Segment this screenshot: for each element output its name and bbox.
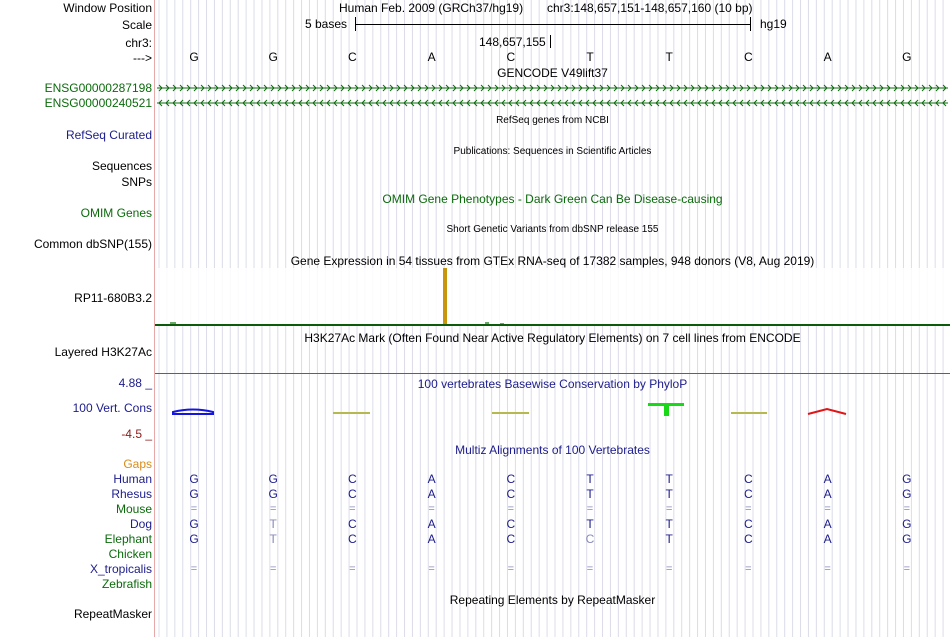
refseq-title: RefSeq genes from NCBI (496, 115, 609, 126)
alignment-base: = (269, 563, 277, 575)
gene-label-2[interactable]: ENSG00000240521 (44, 96, 152, 110)
base-letter: C (744, 50, 753, 64)
refseq-label[interactable]: RefSeq Curated (65, 128, 152, 142)
base-letter: A (823, 50, 832, 64)
alignment-base: = (903, 503, 911, 515)
base-letter: C (348, 50, 357, 64)
alignment-base: G (902, 472, 912, 486)
gene-label-1[interactable]: ENSG00000287198 (44, 81, 152, 95)
conservation-max: 4.88 _ (118, 376, 152, 390)
alignment-base: = (824, 563, 831, 575)
alignment-base: C (506, 472, 516, 486)
base-letter: T (586, 50, 594, 64)
gtex-gene-label[interactable]: RP11-680B3.2 (74, 291, 152, 305)
gencode-title: GENCODE V49lift37 (497, 66, 608, 80)
dbsnp-title: Short Genetic Variants from dbSNP release 155 (446, 224, 659, 235)
alignment-base: C (744, 487, 753, 501)
scale-label: Scale (121, 18, 152, 32)
alignment-base: C (744, 472, 753, 486)
alignment-base: G (189, 472, 199, 486)
alignment-base: = (190, 563, 198, 575)
alignment-base: A (427, 487, 436, 501)
assembly-text: Human Feb. 2009 (GRCh37/hg19) (339, 1, 524, 15)
alignment-base: C (506, 517, 516, 531)
scale-bar (355, 24, 750, 25)
gtex-baseline (155, 324, 950, 326)
window-position-label: Window Position (63, 1, 152, 15)
h3k27ac-label[interactable]: Layered H3K27Ac (54, 345, 152, 359)
multiz-title: Multiz Alignments of 100 Vertebrates (455, 443, 650, 457)
gtex-expression-plot[interactable] (155, 268, 950, 328)
conservation-min: -4.5 _ (121, 427, 152, 441)
position-text[interactable]: chr3:148,657,151-148,657,160 (10 bp) (547, 1, 753, 15)
species-label-rhesus[interactable]: Rhesus (111, 487, 152, 501)
gtex-small-bar (170, 322, 176, 324)
alignment-base: = (745, 503, 752, 515)
alignment-base: T (665, 472, 673, 486)
conservation-title: 100 vertebrates Basewise Conservation by PhyloP (417, 377, 688, 391)
alignment-base: C (744, 532, 753, 546)
scale-bases-text: 5 bases (305, 17, 348, 31)
gtex-title: Gene Expression in 54 tissues from GTEx RNA-seq of 17382 samples, 948 donors (V8, Aug 2019) (290, 254, 815, 268)
alignment-base: = (665, 503, 673, 515)
species-label-human[interactable]: Human (113, 472, 152, 486)
repeatmasker-title: Repeating Elements by RepeatMasker (449, 593, 656, 607)
alignment-base: A (823, 517, 832, 531)
alignment-base: = (349, 563, 356, 575)
alignment-base: T (269, 532, 277, 546)
alignment-base: C (506, 532, 516, 546)
alignment-base: = (665, 563, 673, 575)
alignment-base: C (348, 472, 357, 486)
alignment-base: = (349, 503, 356, 515)
alignment-base: G (189, 487, 199, 501)
gene-1-track[interactable] (155, 81, 950, 95)
repeatmasker-label[interactable]: RepeatMasker (73, 607, 152, 621)
alignment-base: = (824, 503, 831, 515)
alignment-base: G (902, 487, 912, 501)
alignment-base: A (427, 517, 436, 531)
base-letter: C (506, 50, 516, 64)
alignment-base: T (586, 517, 594, 531)
publications-title: Publications: Sequences in Scientific Articles (453, 146, 652, 157)
alignment-base: G (268, 472, 278, 486)
chrom-label: chr3: (125, 36, 152, 50)
species-label-chicken[interactable]: Chicken (108, 547, 152, 561)
base-letter: G (268, 50, 278, 64)
cons-logo-g (173, 410, 213, 415)
alignment-base: A (427, 472, 436, 486)
omim-title: OMIM Gene Phenotypes - Dark Green Can Be Disease-causing (382, 192, 723, 206)
base-letter: A (427, 50, 436, 64)
species-label-elephant[interactable]: Elephant (104, 532, 152, 546)
alignment-base: G (189, 532, 199, 546)
alignment-base: A (823, 487, 832, 501)
snps-label[interactable]: SNPs (121, 175, 152, 189)
gtex-small-bar (500, 323, 504, 324)
base-letter: T (665, 50, 673, 64)
h3k27ac-title: H3K27Ac Mark (Often Found Near Active Regulatory Elements) on 7 cell lines from ENCODE (304, 331, 801, 345)
gene-2-track[interactable] (155, 96, 950, 110)
alignment-base: G (189, 517, 199, 531)
dbsnp-label[interactable]: Common dbSNP(155) (33, 237, 152, 251)
alignment-base: C (348, 532, 357, 546)
base-letter: G (902, 50, 912, 64)
species-label-dog[interactable]: Dog (129, 517, 152, 531)
sequences-label[interactable]: Sequences (91, 159, 152, 173)
alignment-base: T (665, 532, 673, 546)
cons-logo-a (808, 409, 846, 414)
gtex-expression-bar (443, 268, 447, 324)
alignment-base: = (269, 503, 277, 515)
gtex-small-bar (485, 322, 489, 324)
species-label-mouse[interactable]: Mouse (115, 502, 152, 516)
coordinate-text: 148,657,155 (479, 35, 546, 49)
alignment-base: = (586, 503, 594, 515)
alignment-base: = (428, 503, 435, 515)
omim-label[interactable]: OMIM Genes (80, 206, 152, 220)
alignment-base: C (585, 532, 595, 546)
alignment-base: = (507, 563, 515, 575)
alignment-base: T (269, 517, 277, 531)
alignment-base: C (348, 487, 357, 501)
scale-bar-right-tick (750, 17, 751, 31)
alignment-base: G (902, 532, 912, 546)
species-label-x_tropicalis[interactable]: X_tropicalis (89, 562, 152, 576)
alignment-base: T (586, 472, 594, 486)
alignment-base: G (902, 517, 912, 531)
alignment-base: C (348, 517, 357, 531)
alignment-base: = (428, 563, 435, 575)
alignment-base: G (268, 487, 278, 501)
strand-arrow-label: ---> (133, 51, 152, 65)
conservation-label[interactable]: 100 Vert. Cons (72, 401, 152, 415)
alignment-base: T (665, 487, 673, 501)
alignment-base: = (586, 563, 594, 575)
gaps-label[interactable]: Gaps (123, 457, 152, 471)
alignment-base: = (190, 503, 198, 515)
base-letter: G (189, 50, 199, 64)
alignment-base: C (506, 487, 516, 501)
scale-bar-left-tick (355, 17, 356, 31)
alignment-base: T (665, 517, 673, 531)
coordinate-tick (550, 35, 551, 48)
alignment-base: A (427, 532, 436, 546)
conservation-plot[interactable] (155, 395, 950, 425)
species-label-zebrafish[interactable]: Zebrafish (101, 577, 152, 591)
alignment-base: = (507, 503, 515, 515)
alignment-base: = (903, 563, 911, 575)
h3k27ac-baseline (155, 373, 950, 374)
alignment-base: A (823, 532, 832, 546)
alignment-base: A (823, 472, 832, 486)
alignment-base: = (745, 563, 752, 575)
db-text: hg19 (760, 17, 787, 31)
alignment-base: T (586, 487, 594, 501)
alignment-base: C (744, 517, 753, 531)
